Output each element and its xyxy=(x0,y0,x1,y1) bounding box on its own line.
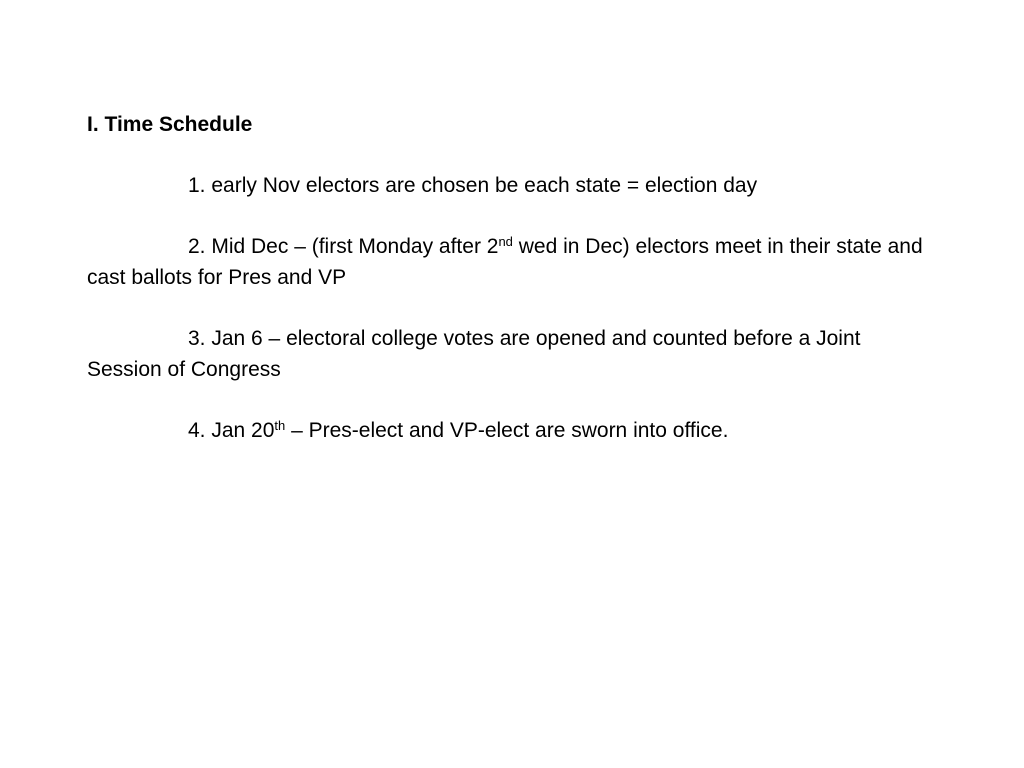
schedule-item-2 xyxy=(87,231,937,293)
schedule-item-4-text: 4. Jan 20 xyxy=(188,419,275,442)
schedule-item-3: 3. Jan 6 – electoral college votes are opened and counted before a Joint Session of Congress xyxy=(87,327,861,381)
content-body xyxy=(87,109,937,476)
schedule-item-2-text: 2. Mid Dec – (first Monday after 2 xyxy=(188,235,499,258)
schedule-item-1: 1. early Nov electors are chosen be each state = election day xyxy=(188,174,758,197)
ordinal-suffix: nd xyxy=(498,234,513,249)
schedule-item-4 xyxy=(87,415,937,446)
schedule-item-2-text-cont: wed in Dec) electors meet in their state and cast ballots for Pres and VP xyxy=(87,235,923,289)
schedule-item-4-text-cont: – Pres-elect and VP-elect are sworn into office. xyxy=(285,419,729,442)
section-heading: I. Time Schedule xyxy=(87,113,253,136)
ordinal-suffix: th xyxy=(274,418,286,433)
